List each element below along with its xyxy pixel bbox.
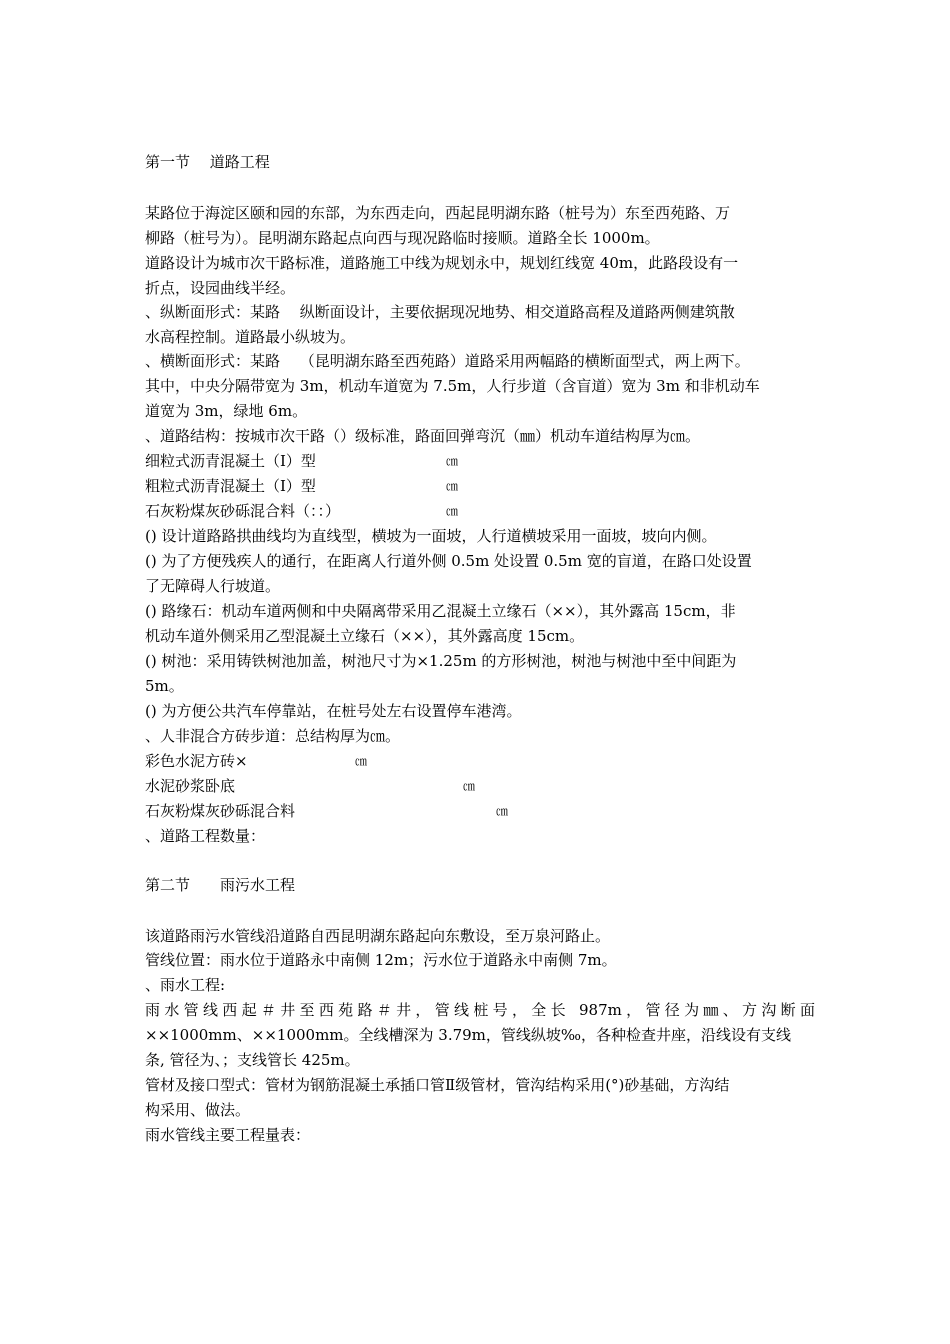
paragraph-line: 雨水管线西起＃井至西苑路＃井，管线桩号，全长 987m，管径为㎜、方沟断面 <box>145 1001 815 1019</box>
sidewalk-row-label: 彩色水泥方砖× <box>145 752 248 770</box>
paragraph-line: 某路位于海淀区颐和园的东部，为东西走向，西起昆明湖东路（桩号为）东至西苑路、万 <box>145 204 731 222</box>
paragraph-line: 、道路结构：按城市次干路（）级标准，路面回弹弯沉（㎜）机动车道结构厚为㎝。 <box>145 427 701 445</box>
paragraph-line: 柳路（桩号为）。昆明湖东路起点向西与现况路临时接顺。道路全长 1000m。 <box>145 229 660 247</box>
paragraph-line: 构采用、做法。 <box>145 1101 251 1119</box>
paragraph-line: 、雨水工程: <box>145 976 226 994</box>
section-2-title: 第二节 雨污水工程 <box>145 876 296 894</box>
note-line: () 路缘石：机动车道两侧和中央隔离带采用乙混凝土立缘石（××），其外露高 15cm，非 <box>145 602 736 620</box>
note-line: 机动车道外侧采用乙型混凝土立缘石（××），其外露高度 15cm。 <box>145 627 585 645</box>
paragraph-line: 该道路雨污水管线沿道路自西昆明湖东路起向东敷设，至万泉河路止。 <box>145 927 611 945</box>
paragraph-line: 雨水管线主要工程量表： <box>145 1126 311 1144</box>
sidewalk-row-unit: ㎝ <box>463 779 476 793</box>
quantity-line: 、道路工程数量： <box>145 827 266 845</box>
sidewalk-row-label: 石灰粉煤灰砂砾混合料 <box>145 802 296 820</box>
section-1-title: 第一节 道路工程 <box>145 153 270 171</box>
note-line: () 树池：采用铸铁树池加盖，树池尺寸为×1.25m 的方形树池，树池与树池中至中间距为 <box>145 652 737 670</box>
note-line: 了无障碍人行坡道。 <box>145 577 281 595</box>
paragraph-line: 、横断面形式：某路 （昆明湖东路至西苑路）道路采用两幅路的横断面型式，两上两下。 <box>145 352 750 370</box>
paragraph-line: 道路设计为城市次干路标准，道路施工中线为规划永中，规划红线宽 40m，此路段设有一 <box>145 254 739 272</box>
structure-row-label: 粗粒式沥青混凝土（Ⅰ）型 <box>145 477 316 495</box>
structure-row <box>145 499 815 523</box>
sidewalk-row <box>145 749 815 773</box>
paragraph-line: 水高程控制。道路最小纵坡为。 <box>145 328 356 346</box>
paragraph-line: 、纵断面形式：某路 纵断面设计，主要依据现况地势、相交道路高程及道路两侧建筑散 <box>145 303 735 321</box>
structure-row-unit: ㎝ <box>446 504 459 518</box>
paragraph-line: ××1000mm、××1000mm。全线槽深为 3.79m，管线纵坡‰，各种检查井座，沿线设有支线 <box>145 1026 792 1044</box>
structure-row <box>145 449 815 473</box>
sidewalk-row-unit: ㎝ <box>355 754 368 768</box>
note-line: () 为了方便残疾人的通行，在距离人行道外侧 0.5m 处设置 0.5m 宽的盲道，在路口处设置 <box>145 552 752 570</box>
paragraph-line: 折点，设园曲线半经。 <box>145 279 296 297</box>
paragraph-line: 道宽为 3m，绿地 6m。 <box>145 402 308 420</box>
note-line: 、人非混合方砖步道：总结构厚为㎝。 <box>145 727 401 745</box>
structure-row-unit: ㎝ <box>446 479 459 493</box>
note-line: () 设计道路路拱曲线均为直线型，横坡为一面坡，人行道横坡采用一面坡，坡向内侧。 <box>145 527 717 545</box>
structure-row-label: 石灰粉煤灰砂砾混合料（：：） <box>145 502 341 520</box>
sidewalk-row <box>145 799 815 823</box>
note-line: 5m。 <box>145 677 184 695</box>
structure-row <box>145 474 815 498</box>
paragraph-line: 管材及接口型式：管材为钢筋混凝土承插口管Ⅱ级管材，管沟结构采用(°)砂基础，方沟结 <box>145 1076 730 1094</box>
note-line: () 为方便公共汽车停靠站，在桩号处左右设置停车港湾。 <box>145 702 522 720</box>
structure-row-unit: ㎝ <box>446 454 459 468</box>
sidewalk-row-label: 水泥砂浆卧底 <box>145 777 236 795</box>
sidewalk-row <box>145 774 815 798</box>
structure-row-label: 细粒式沥青混凝土（Ⅰ）型 <box>145 452 316 470</box>
paragraph-line: 管线位置：雨水位于道路永中南侧 12m；污水位于道路永中南侧 7m。 <box>145 951 617 969</box>
paragraph-line: 其中，中央分隔带宽为 3m，机动车道宽为 7.5m，人行步道（含盲道）宽为 3m 和非机动车 <box>145 377 760 395</box>
sidewalk-row-unit: ㎝ <box>496 804 509 818</box>
paragraph-line: 条, 管径为、；支线管长 425m。 <box>145 1051 360 1069</box>
